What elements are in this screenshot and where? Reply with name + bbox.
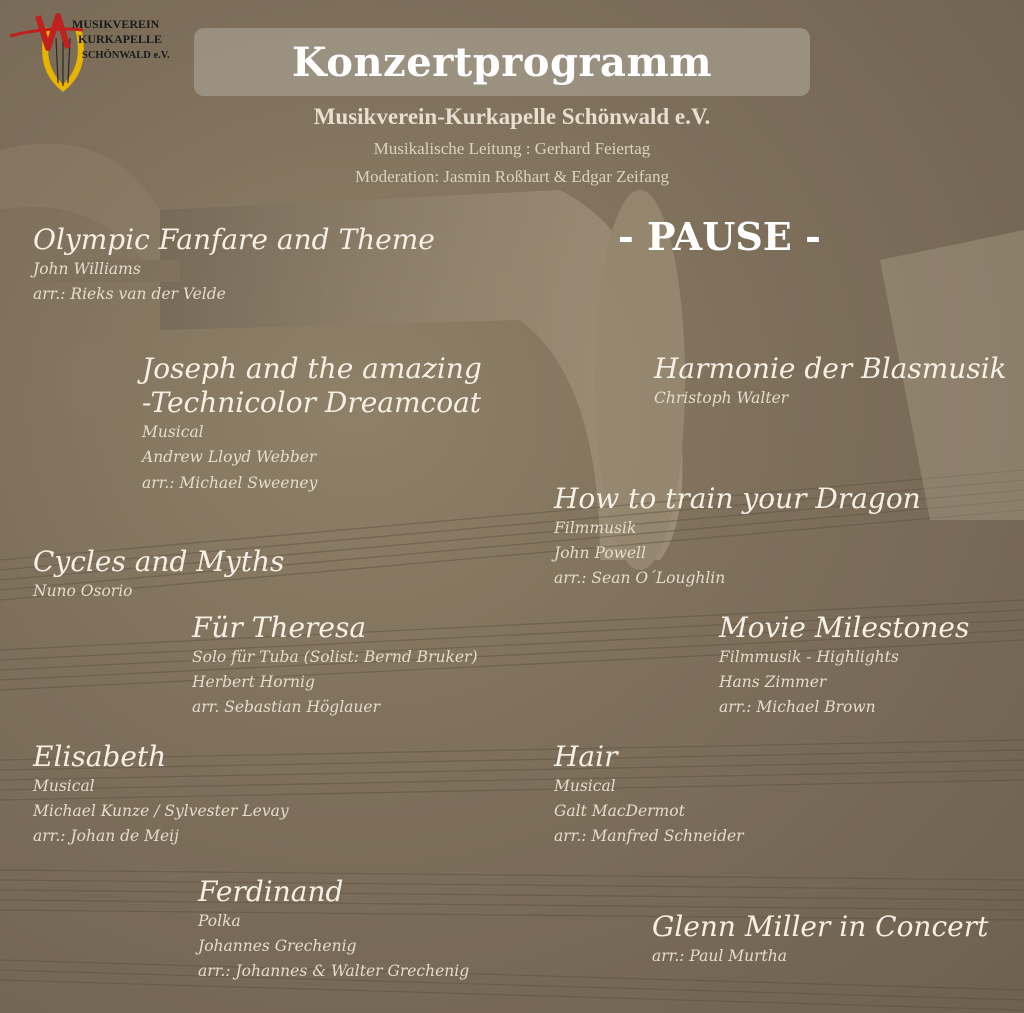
piece-detail: arr.: Johan de Meij xyxy=(33,827,179,846)
piece-detail: Hans Zimmer xyxy=(719,673,827,692)
piece-detail: arr.: Sean O´Loughlin xyxy=(554,569,726,588)
piece-detail: arr.: Manfred Schneider xyxy=(554,827,744,846)
program-piece xyxy=(719,611,969,720)
program-piece xyxy=(33,223,435,307)
header-banner xyxy=(194,28,810,96)
program-piece xyxy=(33,740,289,849)
piece-detail: Andrew Lloyd Webber xyxy=(142,448,317,467)
logo-text-3: SCHÖNWALD e.V. xyxy=(82,50,170,61)
piece-detail: arr.: Rieks van der Velde xyxy=(33,285,226,304)
moderation: Moderation: Jasmin Roßhart & Edgar Zeifang xyxy=(355,167,669,186)
piece-detail: Filmmusik xyxy=(554,519,637,538)
piece-detail: John Powell xyxy=(554,544,646,563)
piece-detail: arr.: Michael Sweeney xyxy=(142,473,318,492)
piece-title: Harmonie der Blasmusik xyxy=(654,352,1007,385)
piece-detail: Michael Kunze / Sylvester Levay xyxy=(33,802,289,821)
piece-title: Joseph and the amazing xyxy=(142,352,482,385)
program-piece xyxy=(198,875,469,984)
logo-text-1: MUSIKVEREIN xyxy=(72,17,160,31)
organization-name: Musikverein-Kurkapelle Schönwald e.V. xyxy=(313,104,711,129)
piece-title: Elisabeth xyxy=(33,740,167,773)
piece-detail: Herbert Hornig xyxy=(192,673,315,692)
piece-title: Olympic Fanfare and Theme xyxy=(33,223,435,256)
program-piece xyxy=(554,482,921,591)
piece-title: Glenn Miller in Concert xyxy=(652,910,989,943)
page-title: Konzertprogramm xyxy=(291,38,713,86)
program-piece xyxy=(654,352,1007,411)
piece-detail: arr.: Johannes & Walter Grechenig xyxy=(198,962,470,981)
piece-detail: Filmmusik - Highlights xyxy=(719,648,899,667)
pause-heading: - PAUSE - xyxy=(618,214,821,259)
musical-director: Musikalische Leitung : Gerhard Feiertag xyxy=(373,139,651,158)
piece-detail: arr.: Paul Murtha xyxy=(652,947,787,966)
piece-title: -Technicolor Dreamcoat xyxy=(142,386,482,420)
piece-detail: John Williams xyxy=(33,260,141,279)
piece-title: Movie Milestones xyxy=(719,611,970,644)
program-piece xyxy=(554,740,744,849)
piece-detail: Musical xyxy=(554,777,616,796)
piece-detail: Musical xyxy=(33,777,95,796)
piece-detail: Solo für Tuba (Solist: Bernd Bruker) xyxy=(192,648,478,667)
program-piece xyxy=(652,910,988,969)
piece-title: Cycles and Myths xyxy=(33,545,285,578)
piece-detail: arr.: Michael Brown xyxy=(719,698,876,717)
program-piece xyxy=(192,611,478,720)
piece-title: Hair xyxy=(554,740,618,773)
piece-title: Für Theresa xyxy=(192,611,367,644)
program-piece xyxy=(142,352,482,496)
logo-text-2: KURKAPELLE xyxy=(78,32,163,46)
piece-detail: Johannes Grechenig xyxy=(198,937,357,956)
piece-title: Ferdinand xyxy=(198,875,344,908)
program-piece xyxy=(33,545,284,604)
piece-detail: Polka xyxy=(198,912,241,931)
piece-detail: arr. Sebastian Höglauer xyxy=(192,698,380,717)
piece-title: How to train your Dragon xyxy=(554,482,921,515)
piece-detail: Christoph Walter xyxy=(654,389,789,408)
piece-detail: Musical xyxy=(142,423,204,442)
piece-detail: Galt MacDermot xyxy=(554,802,685,821)
club-logo xyxy=(8,8,198,98)
piece-detail: Nuno Osorio xyxy=(33,582,133,601)
